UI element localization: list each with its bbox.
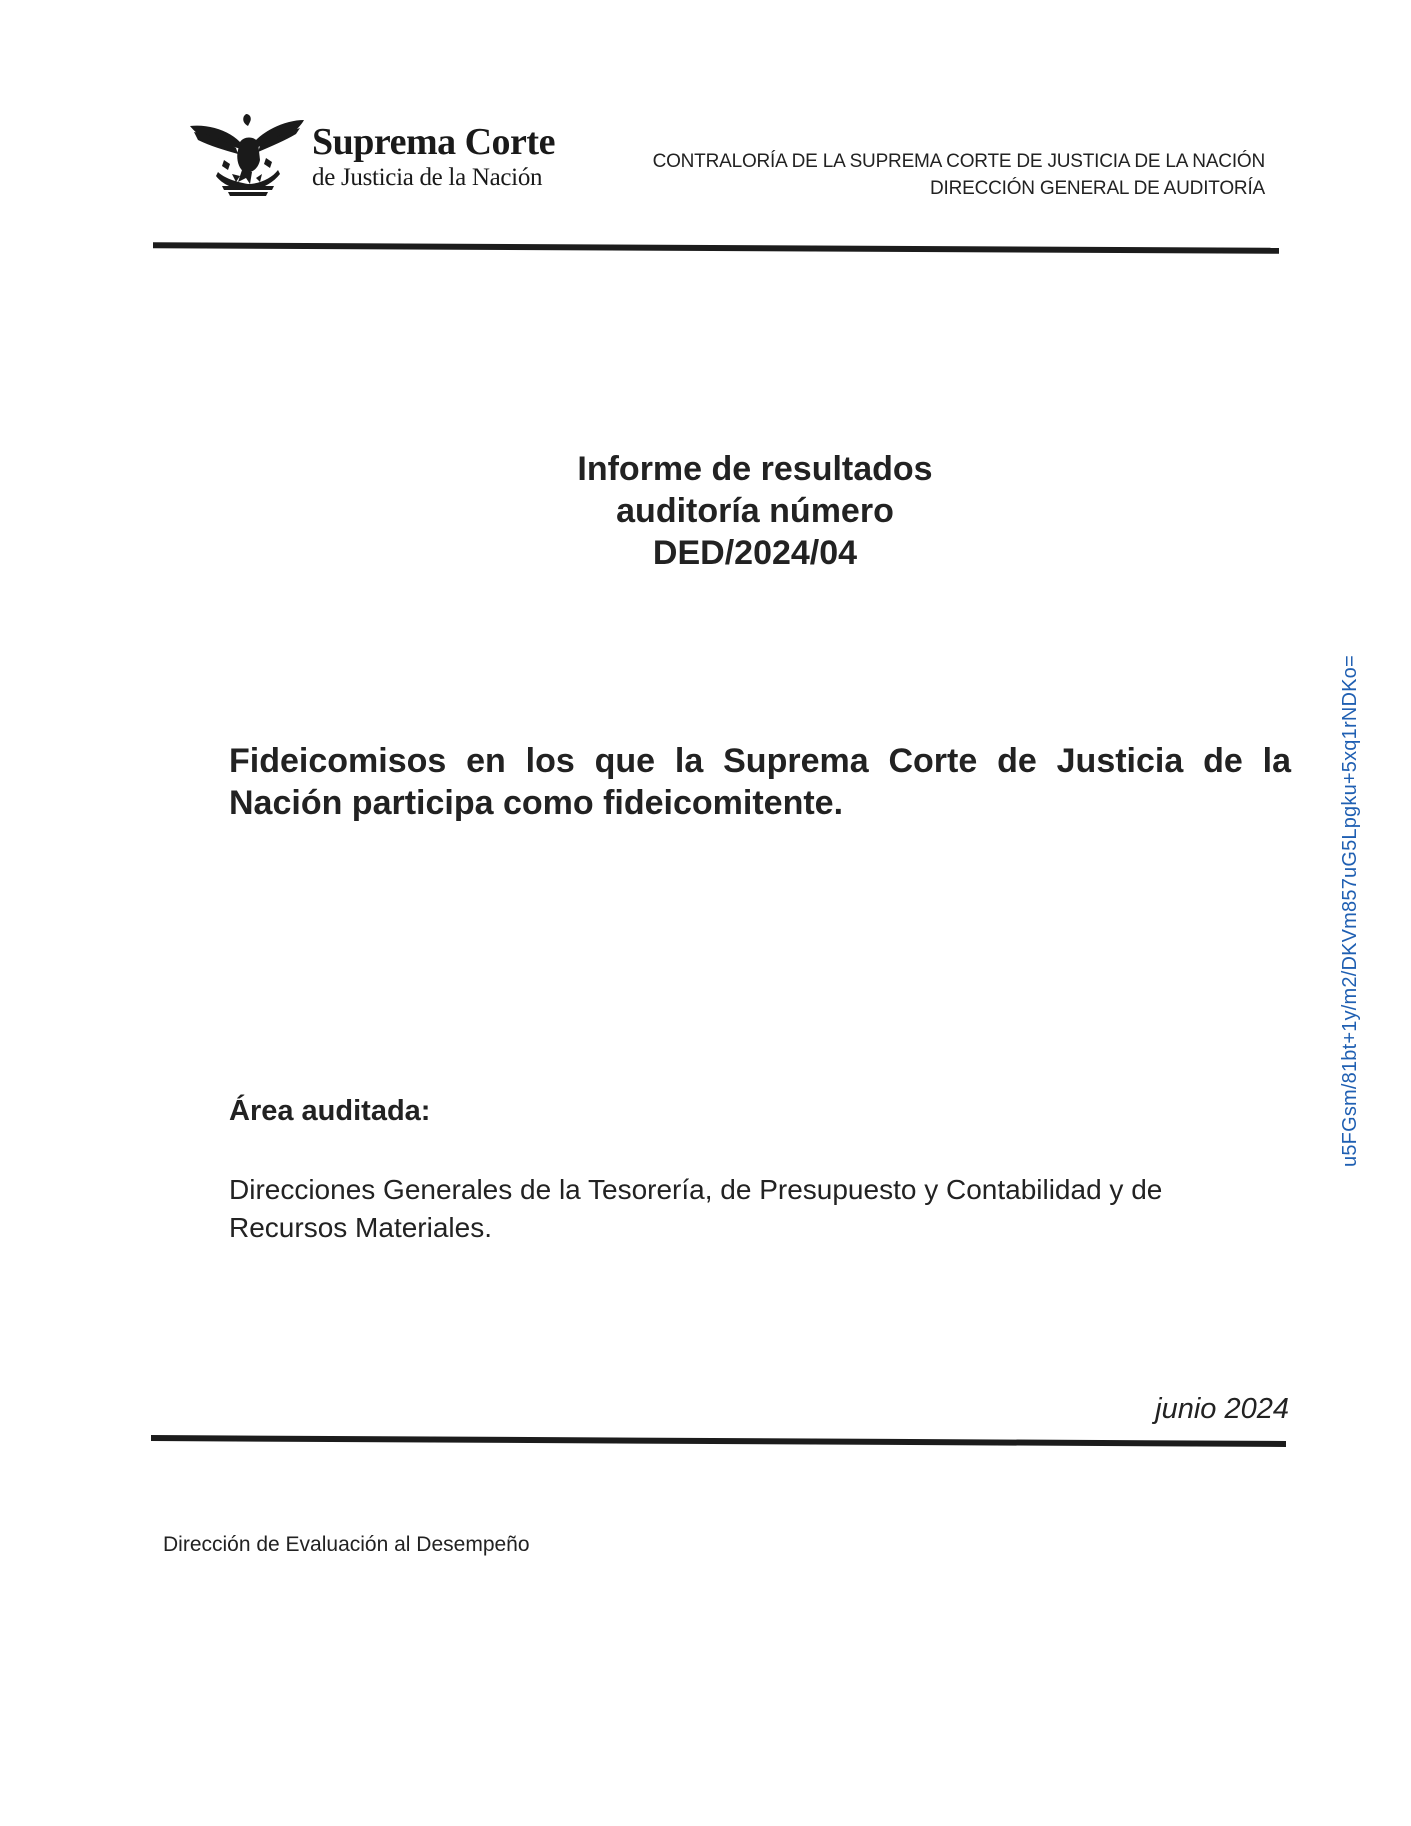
report-date: junio 2024 [1155,1393,1289,1425]
top-divider [153,242,1279,254]
report-title [430,448,1080,574]
report-title-line-1: Informe de resultados [577,450,933,488]
audit-subject: Fideicomisos en los que la Suprema Corte de Justicia de la Nación participa como fideicomitente. [229,742,1291,822]
report-number: DED/2024/04 [652,534,858,572]
court-logo [188,112,555,202]
header-line-1: CONTRALORÍA DE LA SUPREMA CORTE DE JUSTICIA DE LA NACIÓN [652,151,1265,172]
audited-area-text: Direcciones Generales de la Tesorería, de Presupuesto y Contabilidad y de Recursos Materiales. [229,1174,1163,1243]
document-hash: u5FGsm/81bt+1y/m2/DKVm857uG5Lpgku+5xq1rNDKo= [1339,655,1361,1167]
report-title-line-2: auditoría número [616,492,894,530]
audited-area-label: Área auditada: [229,1095,431,1127]
logo-title: Suprema Corte [312,121,555,163]
header-line-2: DIRECCIÓN GENERAL DE AUDITORÍA [929,178,1265,199]
footer-department: Dirección de Evaluación al Desempeño [163,1533,530,1556]
bottom-divider [151,1435,1286,1447]
logo-subtitle: de Justicia de la Nación [312,164,543,191]
eagle-emblem-icon [188,112,306,200]
